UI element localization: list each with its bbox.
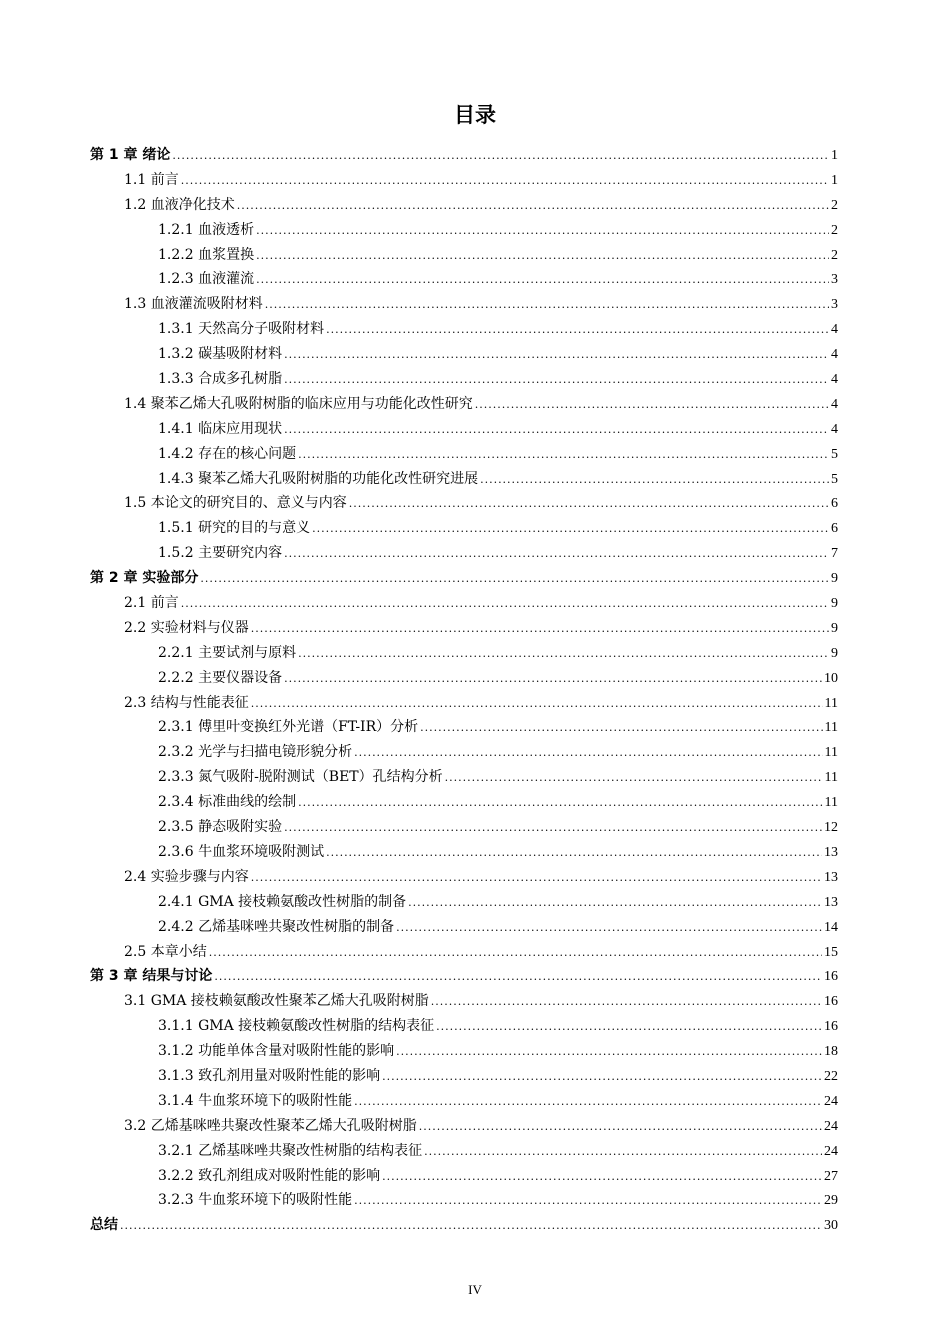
toc-entry-page: 4 xyxy=(831,372,838,388)
toc-entry-page: 27 xyxy=(824,1168,838,1184)
toc-entry[interactable] xyxy=(90,790,838,815)
toc-entry-page: 1 xyxy=(831,148,838,163)
dot-leader xyxy=(298,791,822,816)
toc-entry-label: 总结 xyxy=(90,1217,118,1234)
dot-leader xyxy=(200,567,829,592)
toc-entry-label: 3.1.1 GMA 接枝赖氨酸改性树脂的结构表征 xyxy=(158,1018,435,1035)
toc-entry[interactable] xyxy=(90,1114,838,1139)
toc-entry-label: 1.5.1 研究的目的与意义 xyxy=(158,520,311,537)
toc-entry-page: 16 xyxy=(824,994,838,1010)
dot-leader xyxy=(382,1065,822,1090)
toc-entry-page: 9 xyxy=(831,571,838,587)
toc-entry-label: 1.3.1 天然高分子吸附材料 xyxy=(158,321,325,338)
toc-entry[interactable] xyxy=(90,367,838,392)
toc-entry-page: 11 xyxy=(824,795,838,811)
toc-entry[interactable] xyxy=(90,964,838,989)
toc-entry-label: 2.1 前言 xyxy=(124,595,179,612)
toc-entry-page: 29 xyxy=(824,1193,838,1209)
dot-leader xyxy=(256,244,829,269)
toc-entry-page: 13 xyxy=(824,869,838,885)
dot-leader xyxy=(298,443,829,468)
toc-entry-page: 7 xyxy=(831,546,838,562)
dot-leader xyxy=(396,916,822,941)
table-of-contents xyxy=(90,143,838,1238)
toc-entry-label: 2.5 本章小结 xyxy=(124,943,207,960)
toc-entry-label: 1.5.2 主要研究内容 xyxy=(158,545,283,562)
toc-entry[interactable] xyxy=(90,292,838,317)
dot-leader xyxy=(445,766,823,791)
toc-entry-label: 2.4 实验步骤与内容 xyxy=(124,868,249,885)
toc-entry-page: 13 xyxy=(824,844,838,860)
toc-entry-page: 10 xyxy=(824,670,838,686)
toc-entry[interactable] xyxy=(90,1213,838,1238)
toc-entry-label: 2.2 实验材料与仪器 xyxy=(124,619,249,636)
toc-entry-page: 6 xyxy=(831,521,838,537)
toc-entry[interactable] xyxy=(90,417,838,442)
toc-entry[interactable] xyxy=(90,1164,838,1189)
toc-entry[interactable] xyxy=(90,915,838,940)
dot-leader xyxy=(209,941,822,966)
toc-entry[interactable] xyxy=(90,840,838,865)
toc-entry-page: 11 xyxy=(824,745,838,761)
dot-leader xyxy=(436,1015,822,1040)
toc-entry-page: 3 xyxy=(831,297,838,313)
toc-entry-page: 2 xyxy=(831,222,838,238)
toc-entry-label: 3.2.2 致孔剂组成对吸附性能的影响 xyxy=(158,1167,381,1184)
toc-entry-label: 3.1.4 牛血浆环境下的吸附性能 xyxy=(158,1092,353,1109)
toc-entry-page: 9 xyxy=(831,596,838,612)
dot-leader xyxy=(382,1165,822,1190)
toc-entry-label: 1.3.2 碳基吸附材料 xyxy=(158,346,283,363)
dot-leader xyxy=(480,468,829,493)
dot-leader xyxy=(172,144,829,169)
dot-leader xyxy=(265,293,829,318)
toc-entry[interactable] xyxy=(90,691,838,716)
toc-entry-label: 2.3 结构与性能表征 xyxy=(124,694,249,711)
toc-entry-page: 24 xyxy=(824,1118,838,1134)
toc-entry[interactable] xyxy=(90,940,838,965)
page-number: IV xyxy=(468,1282,482,1297)
toc-entry[interactable] xyxy=(90,1064,838,1089)
toc-entry[interactable] xyxy=(90,1014,838,1039)
toc-entry-page: 4 xyxy=(831,322,838,338)
dot-leader xyxy=(237,194,829,219)
toc-entry[interactable] xyxy=(90,616,838,641)
toc-entry-label: 1.2.2 血浆置换 xyxy=(158,246,255,263)
toc-entry-page: 24 xyxy=(824,1093,838,1109)
toc-entry[interactable] xyxy=(90,516,838,541)
toc-entry-page: 13 xyxy=(824,894,838,910)
toc-entry[interactable] xyxy=(90,865,838,890)
toc-entry[interactable] xyxy=(90,193,838,218)
toc-entry-label: 1.4.2 存在的核心问题 xyxy=(158,445,297,462)
toc-entry[interactable] xyxy=(90,1039,838,1064)
dot-leader xyxy=(181,169,829,194)
toc-entry[interactable] xyxy=(90,392,838,417)
dot-leader xyxy=(251,617,829,642)
toc-entry-page: 22 xyxy=(824,1068,838,1084)
toc-entry[interactable] xyxy=(90,1188,838,1213)
toc-entry-label: 1.2.3 血液灌流 xyxy=(158,271,255,288)
toc-entry-page: 2 xyxy=(831,247,838,263)
dot-leader xyxy=(284,667,822,692)
toc-entry[interactable] xyxy=(90,243,838,268)
toc-entry[interactable] xyxy=(90,641,838,666)
toc-entry-label: 第 3 章 结果与讨论 xyxy=(90,968,213,985)
toc-entry-page: 30 xyxy=(824,1218,838,1234)
toc-entry-label: 2.4.1 GMA 接枝赖氨酸改性树脂的制备 xyxy=(158,893,407,910)
toc-entry-page: 15 xyxy=(824,944,838,960)
toc-entry-page: 2 xyxy=(831,197,838,213)
toc-entry-page: 5 xyxy=(831,471,838,487)
dot-leader xyxy=(349,492,829,517)
toc-entry-label: 2.3.4 标准曲线的绘制 xyxy=(158,794,297,811)
toc-entry-label: 2.3.1 傅里叶变换红外光谱（FT-IR）分析 xyxy=(158,719,419,736)
toc-entry-label: 1.4.3 聚苯乙烯大孔吸附树脂的功能化改性研究进展 xyxy=(158,470,479,487)
toc-entry[interactable] xyxy=(90,541,838,566)
dot-leader xyxy=(284,816,822,841)
dot-leader xyxy=(354,741,822,766)
dot-leader xyxy=(326,841,822,866)
toc-entry[interactable] xyxy=(90,815,838,840)
toc-entry-page: 9 xyxy=(831,620,838,636)
dot-leader xyxy=(284,343,829,368)
toc-entry-page: 11 xyxy=(824,720,838,736)
toc-entry-label: 1.4 聚苯乙烯大孔吸附树脂的临床应用与功能化改性研究 xyxy=(124,395,473,412)
dot-leader xyxy=(284,542,829,567)
toc-entry[interactable] xyxy=(90,168,838,193)
toc-entry[interactable] xyxy=(90,143,838,168)
toc-entry-label: 3.1.2 功能单体含量对吸附性能的影响 xyxy=(158,1043,395,1060)
toc-entry[interactable] xyxy=(90,765,838,790)
toc-entry[interactable] xyxy=(90,989,838,1014)
toc-entry[interactable] xyxy=(90,317,838,342)
toc-entry-page: 6 xyxy=(831,496,838,512)
toc-entry-label: 1.2.1 血液透析 xyxy=(158,221,255,238)
toc-entry-label: 3.1.3 致孔剂用量对吸附性能的影响 xyxy=(158,1067,381,1084)
toc-entry-label: 1.4.1 临床应用现状 xyxy=(158,420,283,437)
dot-leader xyxy=(284,368,829,393)
dot-leader xyxy=(251,692,823,717)
toc-entry-page: 11 xyxy=(824,770,838,786)
toc-entry-label: 2.3.5 静态吸附实验 xyxy=(158,819,283,836)
toc-entry-page: 4 xyxy=(831,347,838,363)
dot-leader xyxy=(424,1140,822,1165)
toc-entry-page: 11 xyxy=(824,695,838,711)
toc-entry-label: 第 2 章 实验部分 xyxy=(90,570,199,587)
toc-entry-label: 1.3 血液灌流吸附材料 xyxy=(124,296,263,313)
dot-leader xyxy=(284,418,829,443)
toc-entry-page: 3 xyxy=(831,272,838,288)
toc-entry[interactable] xyxy=(90,1139,838,1164)
toc-entry-label: 第 1 章 绪论 xyxy=(90,147,171,163)
toc-entry[interactable] xyxy=(90,467,838,492)
toc-entry[interactable] xyxy=(90,267,838,292)
toc-entry-label: 3.2.3 牛血浆环境下的吸附性能 xyxy=(158,1192,353,1209)
toc-entry[interactable] xyxy=(90,442,838,467)
toc-entry-label: 2.3.6 牛血浆环境吸附测试 xyxy=(158,843,325,860)
toc-entry-page: 1 xyxy=(831,172,838,188)
toc-entry[interactable] xyxy=(90,566,838,591)
toc-entry-page: 5 xyxy=(831,446,838,462)
toc-entry[interactable] xyxy=(90,342,838,367)
dot-leader xyxy=(408,891,822,916)
toc-entry[interactable] xyxy=(90,740,838,765)
toc-entry-page: 16 xyxy=(824,969,838,985)
toc-entry[interactable] xyxy=(90,715,838,740)
toc-entry-label: 1.2 血液净化技术 xyxy=(124,196,235,213)
dot-leader xyxy=(354,1189,822,1214)
toc-entry-label: 2.4.2 乙烯基咪唑共聚改性树脂的制备 xyxy=(158,918,395,935)
dot-leader xyxy=(326,318,829,343)
toc-entry-label: 3.2 乙烯基咪唑共聚改性聚苯乙烯大孔吸附树脂 xyxy=(124,1117,417,1134)
toc-entry-label: 2.3.3 氮气吸附-脱附测试（BET）孔结构分析 xyxy=(158,769,443,786)
dot-leader xyxy=(354,1090,822,1115)
toc-entry-label: 2.2.1 主要试剂与原料 xyxy=(158,644,297,661)
dot-leader xyxy=(256,219,829,244)
toc-entry-label: 3.1 GMA 接枝赖氨酸改性聚苯乙烯大孔吸附树脂 xyxy=(124,993,429,1010)
toc-entry-page: 12 xyxy=(824,820,838,836)
toc-entry[interactable] xyxy=(90,890,838,915)
dot-leader xyxy=(431,990,822,1015)
toc-entry[interactable] xyxy=(90,1089,838,1114)
dot-leader xyxy=(475,393,829,418)
dot-leader xyxy=(251,866,822,891)
dot-leader xyxy=(396,1040,822,1065)
toc-entry-label: 1.1 前言 xyxy=(124,171,179,188)
toc-entry-label: 2.2.2 主要仪器设备 xyxy=(158,669,283,686)
toc-entry-page: 14 xyxy=(824,919,838,935)
toc-entry-page: 4 xyxy=(831,396,838,412)
toc-title: 目录 xyxy=(454,103,496,127)
toc-entry-label: 2.3.2 光学与扫描电镜形貌分析 xyxy=(158,744,353,761)
toc-entry-page: 4 xyxy=(831,421,838,437)
toc-entry-label: 1.5 本论文的研究目的、意义与内容 xyxy=(124,495,347,512)
dot-leader xyxy=(120,1214,822,1239)
dot-leader xyxy=(312,517,829,542)
toc-entry[interactable] xyxy=(90,491,838,516)
dot-leader xyxy=(256,268,829,293)
toc-entry[interactable] xyxy=(90,666,838,691)
dot-leader xyxy=(298,642,829,667)
dot-leader xyxy=(420,716,822,741)
dot-leader xyxy=(181,592,829,617)
toc-entry-label: 1.3.3 合成多孔树脂 xyxy=(158,371,283,388)
toc-entry-page: 9 xyxy=(831,645,838,661)
toc-entry-page: 18 xyxy=(824,1044,838,1060)
toc-entry[interactable] xyxy=(90,218,838,243)
dot-leader xyxy=(214,965,822,990)
toc-entry-label: 3.2.1 乙烯基咪唑共聚改性树脂的结构表征 xyxy=(158,1142,423,1159)
toc-entry[interactable] xyxy=(90,591,838,616)
dot-leader xyxy=(419,1115,822,1140)
toc-entry-page: 24 xyxy=(824,1143,838,1159)
toc-entry-page: 16 xyxy=(824,1019,838,1035)
